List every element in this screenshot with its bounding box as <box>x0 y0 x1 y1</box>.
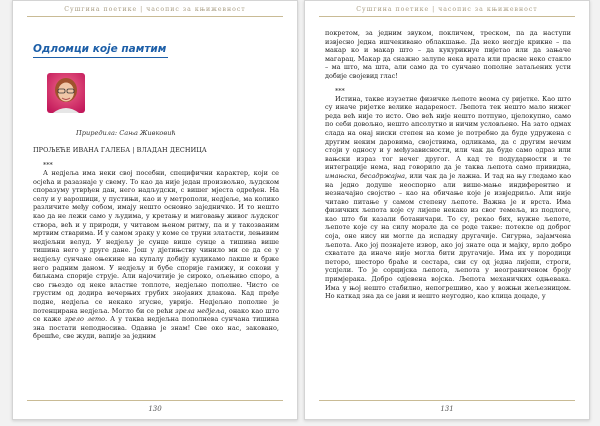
section-title: Одломци које памтим <box>33 43 167 55</box>
portrait-image <box>47 73 85 113</box>
title-underline <box>33 57 168 58</box>
left-page <box>12 0 298 420</box>
section-separator: *** <box>43 161 53 169</box>
footer-rule <box>319 400 575 401</box>
footer-rule <box>27 400 283 401</box>
story-heading: ПРОЉЕЋЕ ИВАНА ГАЛЕБА | ВЛАДАН ДЕСНИЦА <box>33 146 207 154</box>
section-separator: *** <box>335 86 345 95</box>
running-head: Сушгина поетике | часопис за књижевност <box>64 6 246 13</box>
editor-credit: Приредила: Сања Живковић <box>76 129 176 137</box>
left-body-text <box>33 161 279 341</box>
header-rule <box>27 16 283 17</box>
header-rule <box>319 16 575 17</box>
paragraph: Истина, такве изузетне физичке љепоте веома су ријетке. Као што су иначе ријетке велике надареност. Љепота тек нешто мало нижег реда већ није то исто. Ово већ није нешто потпуно, цјелокупно, само по себи довољно, нешто апсолутно и ничим условљено. На зато одмах слада на онај ниски степен на коме је потребно да буде удружена с другим неким даровима, својствима, одликама, да с другим нечим стоји у односу и у међузависности, или чак да буде само одраз или вањски израз тог нечег другог. А кад те подударности и те интеграције нема, над говорило да је таква љепота само привидна, имањска, бесадржајна, или чак да је лажна. И тад на њу гледамо као на једно додуше неоспорно али више-мање индиферентно и незначајно својство – као на обичање које је извједриљо. Али није читаво питање у самом степену љепоте. Важна је и врста. Има физичких љепота које су лијепе некако из свог темеља, из подлоге, као што би казали ботаничари. То су, рекао бих, нужне љепоте, љепоте које су на силу морале да се роде такве: потекле од доброг соја, оне нису ни могле да испадну другачије. Сигурна, зајамчена љепота. Ако јој познајете извор, ако јој знате оца и мајку, врло добро схватате да иначе није могла бити другачије. Има их у породици петоро, шесторо браће и сестара, сви су од једна лијепи, строги, успјели. То је сорцијска љепота, љепота у неограниченом броју примјерака. Добро одјевена војска. Љепота механичких одњевака. Има у њој нешто стабилно, непогрешиво, као у вожњи жељезницом. Но каткад зна да се јави и нешто неугодно, као клица доцаде, у <box>325 94 572 301</box>
right-body-text <box>325 29 571 301</box>
paragraph: покретом, за једним звуком, покличем, треском, па да наступи извјесно једна ишчекивано облакшање. Да неко негдје крикне – па макар ко и макар што – да кукурикнуе пијетао или да зањаче магарац. Макар да снажно залупе нека врата или прасне неко стакло – ма што, ма шта, али само да то сунчано пополне затаљених усти добије својевид глас! <box>325 29 571 80</box>
right-page <box>304 0 590 420</box>
running-head: Сушгина поетике | часопис за књижевност <box>356 6 538 13</box>
paragraph: А недјеља има неки свој посебни, специфични карактер, који се осјећа и разазнаје у свему. То као да није један произвољно, људском споразуму утврђен дан, него надљудски, с вишег мјеста одређен. На селу и у варошици, у пустињи, као и у метрополи, недјеље, ма колико различите међу собом, имају нешто основно заједничко. И то нешто као да не лежи само у људима, у кретању и миговању живог људског створа, већ и у природи, у читавом њеном ритму, па и у такозваним мртвим стварима. И у самом зраку у коме се труни златасти, лењивим недјељни велуд. У недјељу је сунце више сунце а тишина више тишина него у друге дане. Још у дјетињству чинило ми се да се у недјељу сунчане оњекине на купалу добију кудикамо лакше и брже него радним даном. У недјељу и бубе спорије гамижу, и сокови у биљкама спорије струје. Али најочитије је сироко, ољењиво споро, а сво гњездо од неке властне топлоте, недјељно пополне. Чисто се грустим од додира вечерњих грубих знојавих длакова. Кад пређе подне, недјеља се некако згусне, уврије. Недјељно пополне је потенцирана недјеља. Могло би се рећи зрела недјеља, онако као што се каже зрело лето. А у таква недјељна пополнева сунчана тишина зна постати неподносива. Одавна је знам! Све око нас, заковано, брешће, све жуди, вапије за једним <box>33 169 279 341</box>
editor-photo <box>47 73 85 113</box>
page-number: 130 <box>148 405 162 413</box>
page-number: 131 <box>440 405 454 413</box>
